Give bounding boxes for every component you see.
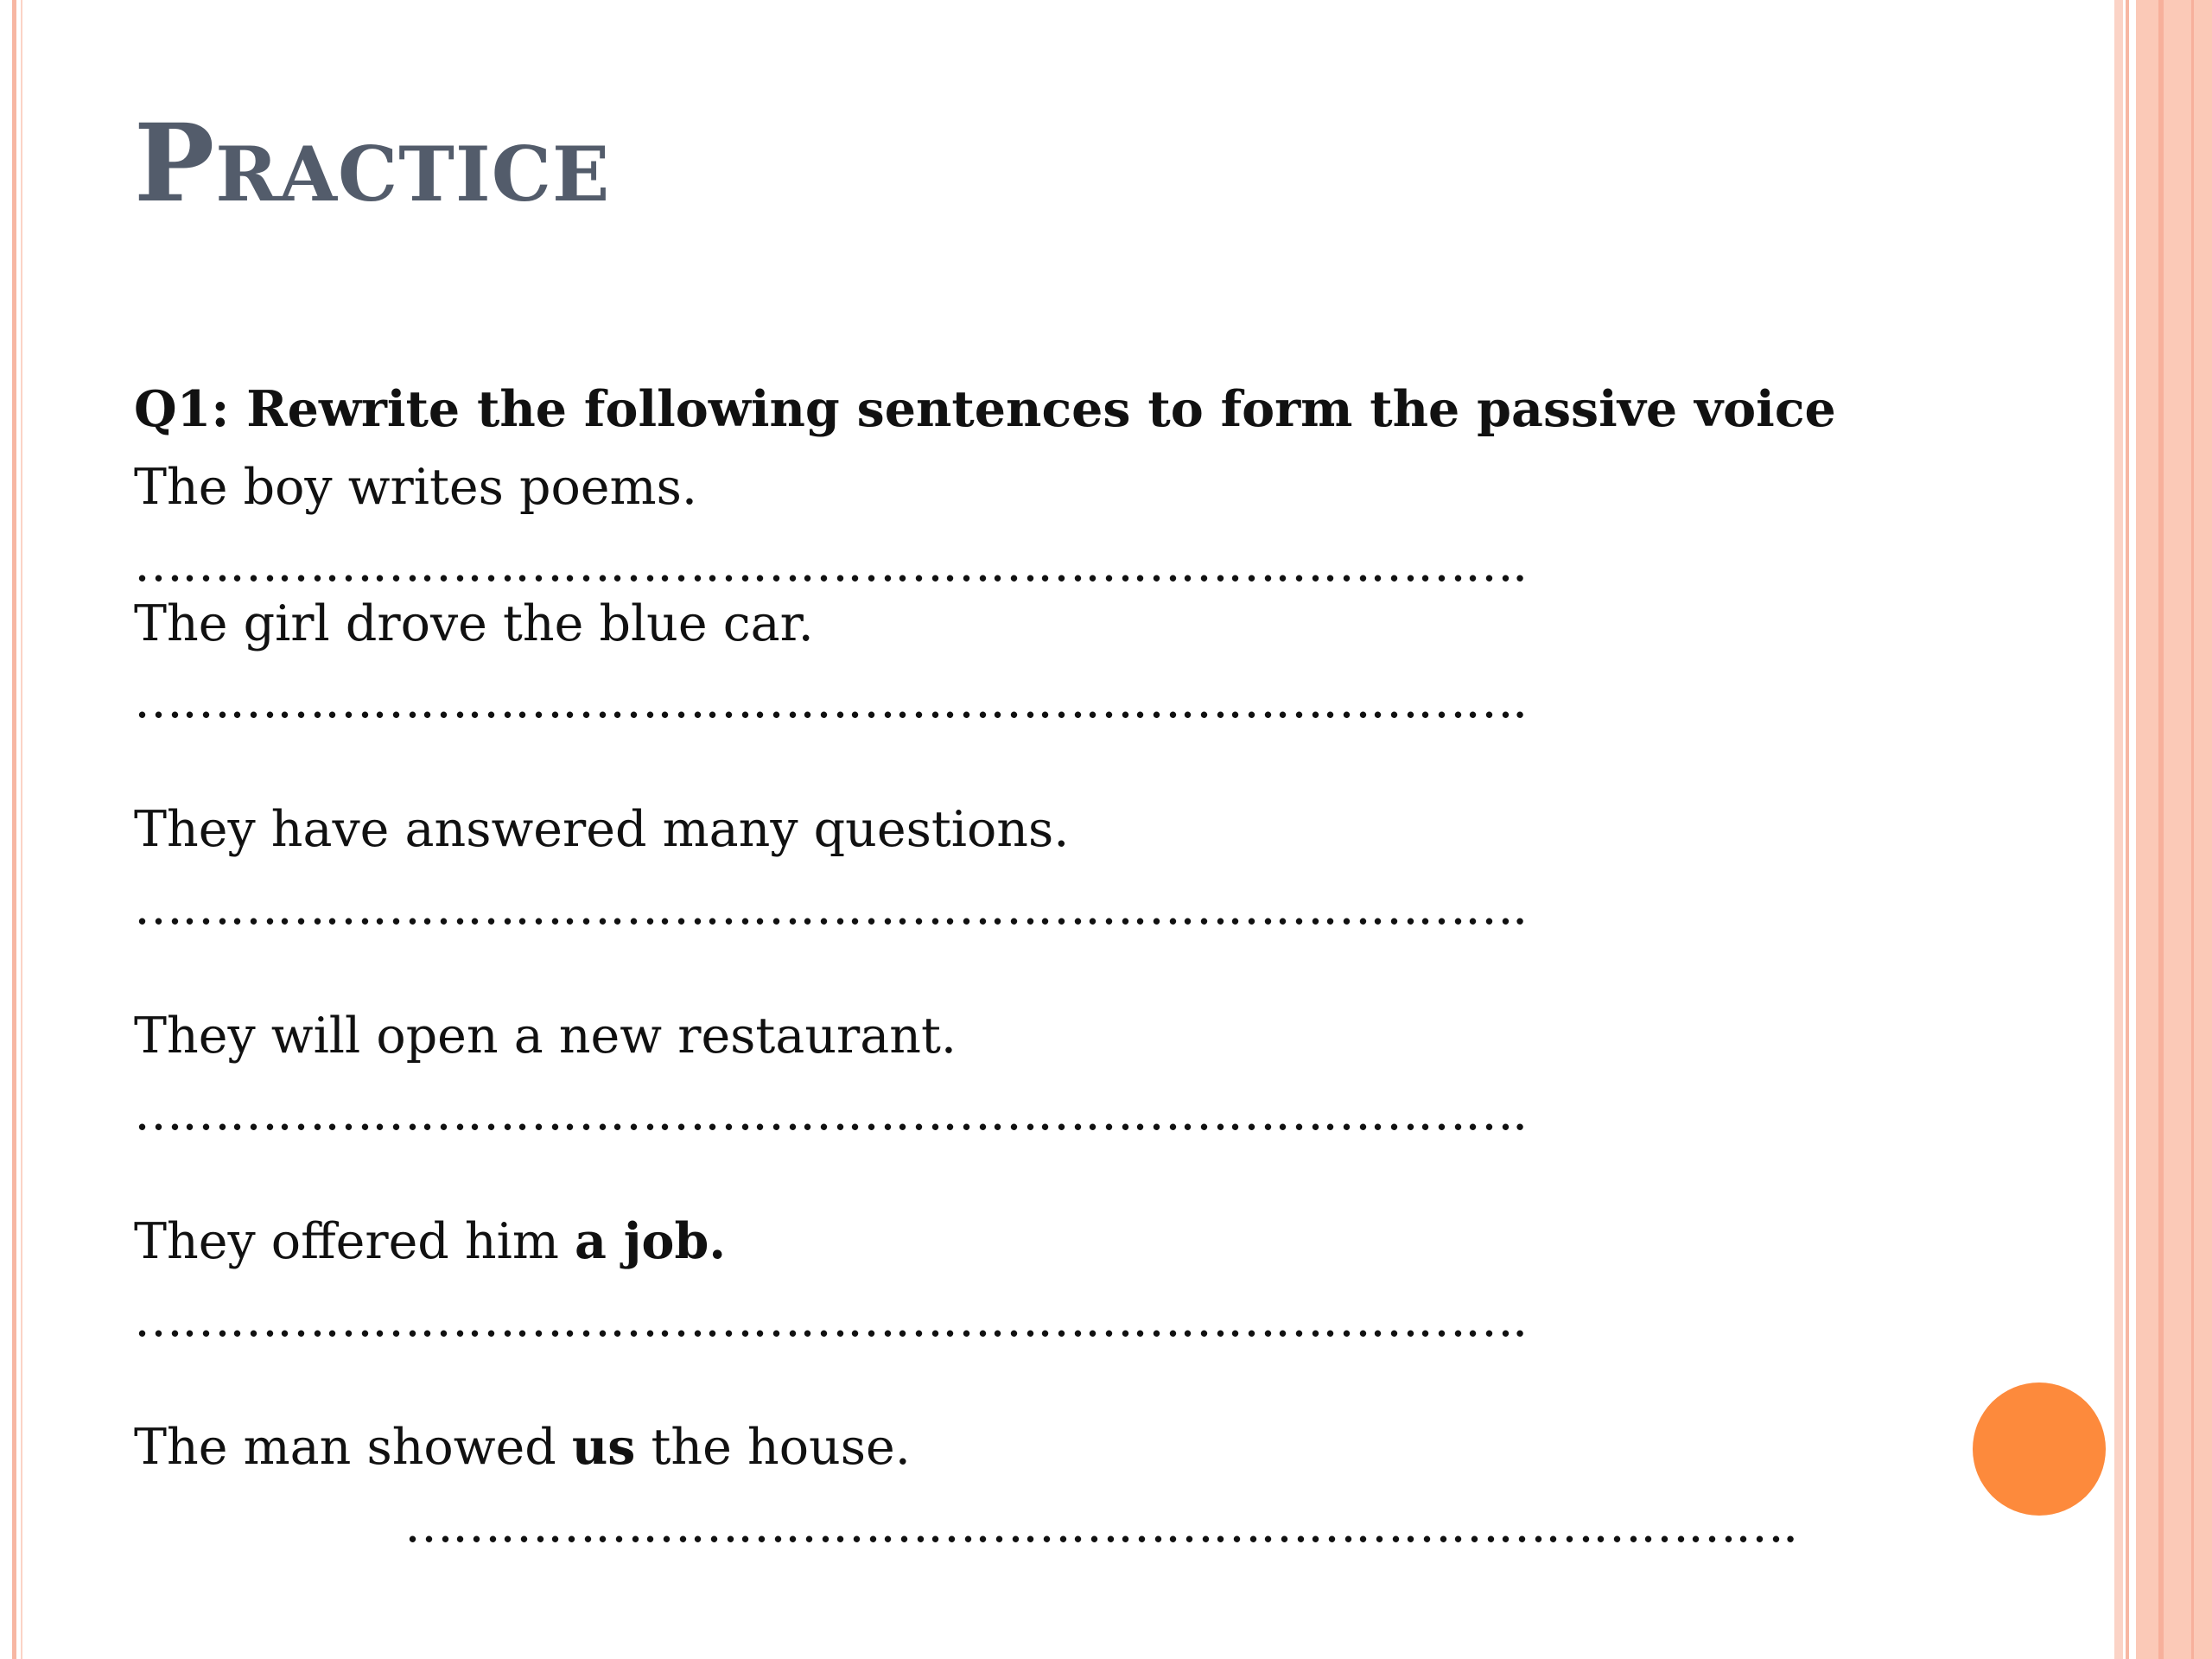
answer-line-5[interactable]: ……………………………………………………………………………. [134,1295,1527,1344]
right-border-line-2 [2191,0,2194,1659]
answer-line-2[interactable]: ……………………………………………………………………………. [134,677,1527,726]
sentence-text: The man showed [134,1419,572,1476]
sentence-1 [134,459,697,516]
answer-line-6[interactable]: ……………………………………………………………………………. [404,1501,1797,1550]
right-border-band [2136,0,2212,1659]
sentence-4 [134,1007,957,1065]
right-border-1 [2114,0,2123,1659]
sentence-6 [134,1418,911,1476]
question-heading: Q1: Rewrite the following sentences to form the passive voice [134,380,1836,438]
sentence-5 [134,1212,727,1270]
accent-circle [1973,1382,2106,1516]
sentence-bold: us [571,1418,636,1476]
sentence-3 [134,801,1070,858]
sentence-tail: the house. [635,1419,911,1476]
sentence-2 [134,595,814,652]
left-border-outer [12,0,16,1659]
answer-line-3[interactable]: ……………………………………………………………………………. [134,883,1527,932]
answer-line-1[interactable]: ……………………………………………………………………………. [134,540,1527,589]
sentence-text: They offered him [134,1213,575,1270]
sentence-text: They will open a new restaurant. [134,1007,957,1065]
sentence-text: The boy writes poems. [134,459,697,516]
sentence-text: The girl drove the blue car. [134,595,814,652]
slide-title: Practice [134,101,611,226]
sentence-bold: a job. [575,1212,727,1270]
answer-line-4[interactable]: ……………………………………………………………………………. [134,1089,1527,1138]
left-border-inner [21,0,22,1659]
right-border-2 [2126,0,2129,1659]
sentence-text: They have answered many questions. [134,801,1070,858]
right-border-line [2158,0,2164,1659]
